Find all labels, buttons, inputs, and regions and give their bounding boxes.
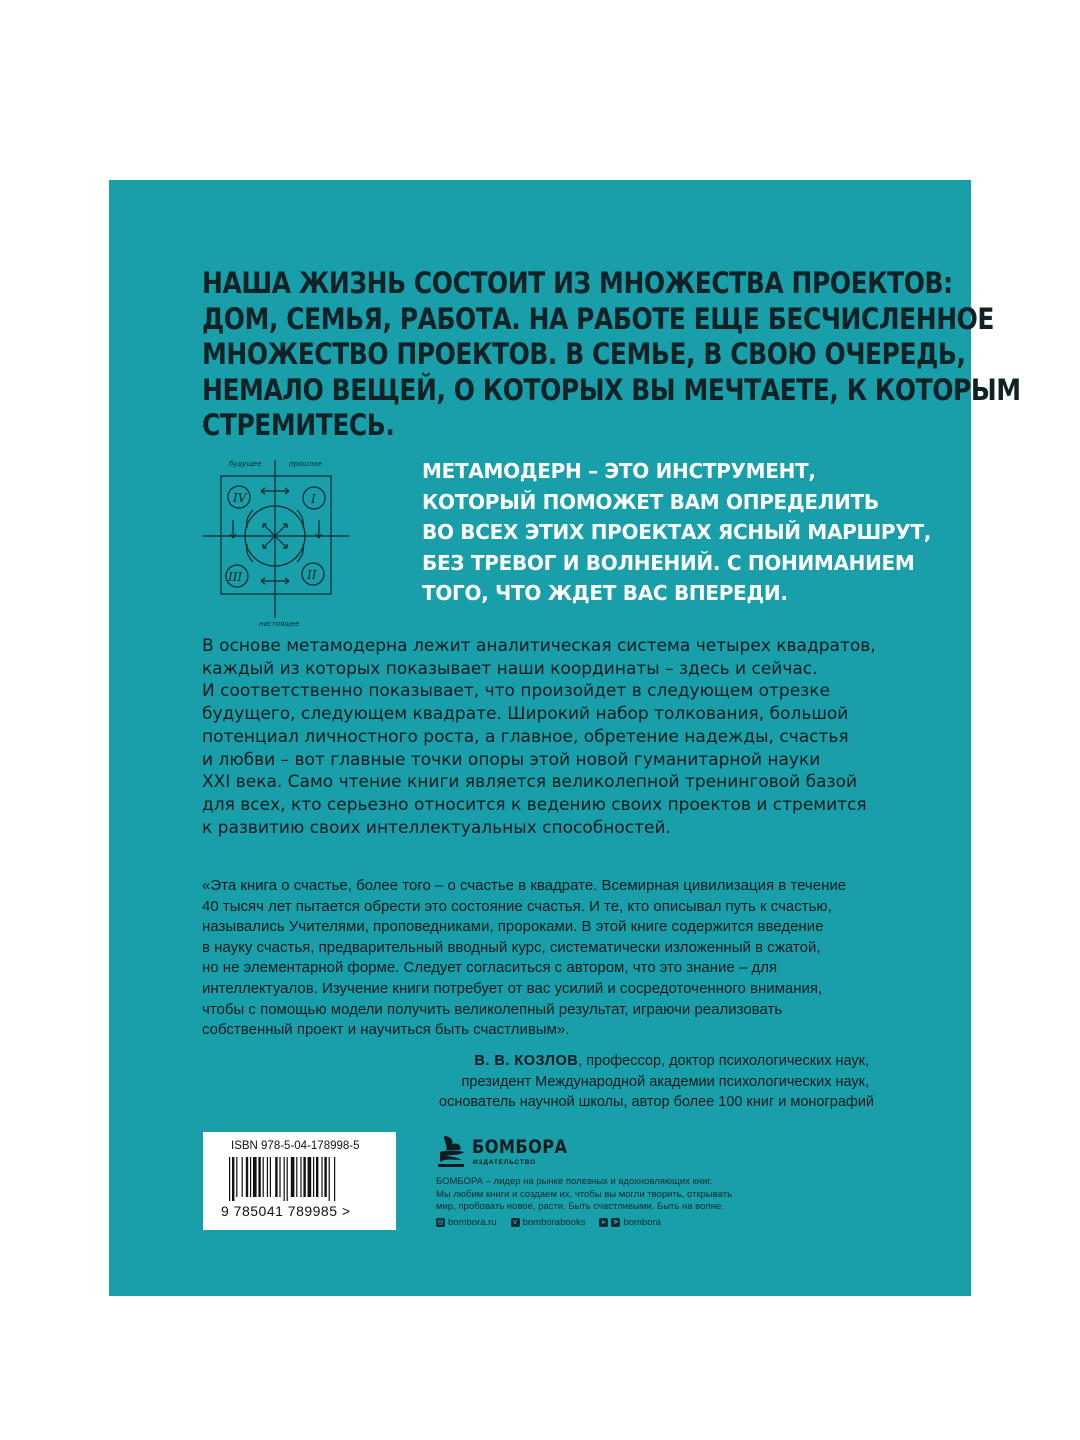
isbn-barcode [203,1132,396,1230]
barcode-bar [253,1157,257,1197]
isbn-label: ISBN 978-5-04-178998-5 [231,1140,360,1152]
barcode-bar [242,1157,243,1197]
paragraph-line: В основе метамодерна лежит аналитическая система четырех квадратов, [202,636,876,656]
barcode-bar [316,1157,318,1197]
headline-line: СТРЕМИТЕСЬ. [202,408,395,442]
barcode-bar [232,1157,234,1201]
vk-icon: v [511,1218,520,1227]
barcode-bar [313,1157,314,1197]
social-vk [511,1217,586,1228]
quadrant-3-label: III [228,570,243,584]
barcode-bar [334,1157,335,1201]
paragraph-line: будущего, следующем квадрате. Широкий набор толкования, большой [202,704,849,725]
callout-line: КОТОРЫЙ ПОМОЖЕТ ВАМ ОПРЕДЕЛИТЬ [422,489,879,514]
barcode-bar [275,1157,277,1197]
publisher-description-line: мир, пробовать новое, расти. Быть счастливыми. Быть на волне. [436,1201,724,1212]
publisher-description [436,1176,732,1214]
quote-line: интеллектуалов. Изучение книги потребует от вас усилий и сосредоточенного внимания, [202,979,823,997]
quadrant-2-label: II [307,568,317,582]
quote-line: в науку счастья, предварительный вводный курс, систематически изложенный в сжатой, [202,938,821,956]
paragraph-line: каждый из которых показывает наши координаты – здесь и сейчас. [202,658,818,679]
paragraph-line: и любви – вот главные точки опоры этой новой гуманитарной науки [202,749,821,770]
social-video [599,1217,661,1228]
headline-line: ДОМ, СЕМЬЯ, РАБОТА. НА РАБОТЕ ЕЩЕ БЕСЧИСЛЕННОЕ [202,301,995,336]
social-website [436,1217,497,1228]
quote-line: но не элементарной форме. Следует согласиться с автором, что это знание – для [202,959,778,977]
barcode-bar [329,1157,330,1201]
social-vk-label: bomborabooks [522,1217,586,1228]
headline-line: МНОЖЕСТВО ПРОЕКТОВ. В СЕМЬЕ, В СВОЮ ОЧЕРЕДЬ, [202,337,966,371]
telegram-icon: ➤ [613,1219,619,1226]
barcode-digits: 9 785041 789985 > [221,1203,351,1219]
social-website-label: bombora.ru [448,1217,497,1228]
publisher-description-line: Мы любим книги и создаем их, чтобы вы могли творить, открывать [436,1188,733,1200]
callout-line: ТОГО, ЧТО ЖДЕТ ВАС ВПЕРЕДИ. [422,581,788,605]
author-name: В. В. КОЗЛОВ [474,1053,579,1069]
barcode-bar [250,1157,251,1197]
barcode-bar [246,1157,248,1197]
barcode-bar [229,1157,230,1201]
barcode-bar [296,1157,297,1197]
book-back-cover [109,180,1021,1296]
barcode-bar [270,1157,271,1197]
paragraph-line: потенциал личностного роста, а главное, обретение надежды, счастья [202,726,849,747]
video-icon: ▸ [599,1218,608,1227]
globe-icon: ◎ [437,1219,444,1226]
headline-line: НАША ЖИЗНЬ СОСТОИТ ИЗ МНОЖЕСТВА ПРОЕКТОВ: [202,266,953,300]
diagram-label-past: прошлое [289,460,322,468]
barcode-bar [324,1157,326,1197]
paragraph-line: к развитию своих интеллектуальных способностей. [202,817,671,838]
barcode-bar [263,1157,264,1197]
callout-line: МЕТАМОДЕРН – ЭТО ИНСТРУМЕНТ, [422,459,816,483]
barcode-bar [308,1157,312,1197]
social-video-label: bombora [623,1217,661,1228]
publisher-subtitle: ИЗДАТЕЛЬСТВО [473,1159,536,1166]
diagram-label-future: будущее [229,460,262,468]
barcode-bar [291,1157,295,1197]
quote-line: чтобы с помощью модели получить великолепный результат, играючи реализовать [202,1000,783,1018]
author-title: , профессор, доктор психологических наук, [578,1053,869,1069]
quadrant-1-label: I [311,492,316,506]
barcode-bar [300,1157,301,1197]
quote-line: собственный проект и научиться быть счастливым». [202,1021,570,1039]
barcode-bar [258,1157,260,1197]
callout [422,456,932,609]
quote-line: назывались Учителями, проповедниками, пророками. В этой книге содержится введение [202,918,824,936]
callout-line: БЕЗ ТРЕВОГ И ВОЛНЕНИЙ. С ПОНИМАНИЕМ [422,550,915,575]
publisher-description-line: БОМБОРА – лидер на рынке полезных и вдохновляющих книг. [436,1176,713,1187]
author-credentials: основатель научной школы, автор более 100 книг и монографий [439,1094,875,1110]
diagram-label-present: настоящее [259,620,300,628]
quadrant-4-label: IV [233,491,247,505]
barcode-bar [267,1157,268,1197]
paragraph-line: для всех, кто серьезно относится к ведению своих проектов и стремится [202,794,867,815]
paragraph-line: И соответственно показывает, что произойдет в следующем отрезке [202,681,830,702]
author-position: президент Международной академии психологических наук, [461,1073,869,1090]
callout-line: ВО ВСЕХ ЭТИХ ПРОЕКТАХ ЯСНЫЙ МАРШРУТ, [422,520,932,544]
headline-line: НЕМАЛО ВЕЩЕЙ, О КОТОРЫХ ВЫ МЕЧТАЕТЕ, К КОТОРЫМ [202,372,1021,407]
barcode-bar [287,1157,288,1201]
quote-attribution [439,1051,875,1113]
barcode-bar [321,1157,322,1197]
quote-line: «Эта книга о счастье, более того – о счастье в квадрате. Всемирная цивилизация в течение [202,877,847,894]
barcode-bar [284,1157,285,1201]
barcode-bar [303,1157,305,1197]
quote-line: 40 тысяч лет пытается обрести это состояние счастья. И те, кто описывал путь к счастью, [202,897,832,915]
description-paragraph [202,635,876,839]
paragraph-line: XXI века. Само чтение книги является великолепной тренинговой базой [202,772,858,793]
headline [202,266,1021,444]
barcode-bars [229,1157,379,1201]
review-quote [202,876,864,1041]
publisher-socials [436,1217,661,1228]
bombora-logo-icon [436,1134,468,1168]
barcode-bar [279,1157,280,1197]
barcode-bar [236,1157,237,1197]
publisher-name: БОМБОРА [472,1136,568,1158]
four-squares-diagram [199,458,349,628]
